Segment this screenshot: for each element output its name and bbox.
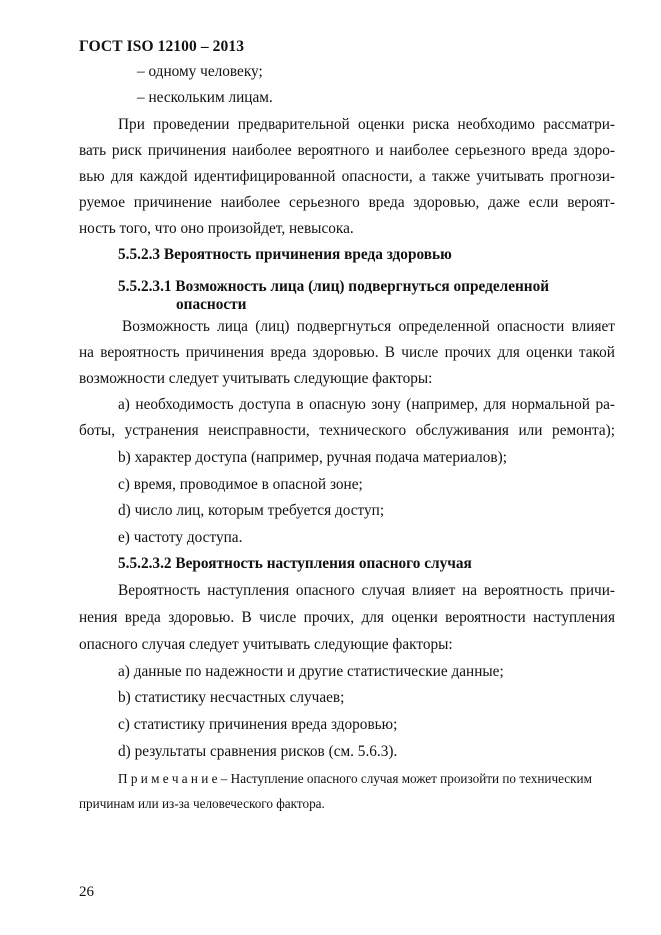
paragraph-line: возможности следует учитывать следующие факторы: — [79, 370, 433, 387]
list-item: d) результаты сравнения рисков (см. 5.6.3). — [118, 743, 398, 760]
note-line: причинам или из-за человеческого фактора. — [79, 796, 325, 811]
list-item: c) статистику причинения вреда здоровью; — [118, 716, 398, 733]
paragraph-line: ность того, что оно произойдет, невысока. — [79, 220, 354, 237]
paragraph-line: вать риск причинения наиболее вероятного и наиболее серьезного вреда здоро- — [79, 142, 615, 159]
page-number: 26 — [79, 884, 94, 900]
paragraph-line: опасного случая следует учитывать следующие факторы: — [79, 636, 453, 653]
paragraph-line: на вероятность причинения вреда здоровью. В числе прочих для оценки такой — [79, 344, 615, 361]
list-item: e) частоту доступа. — [118, 529, 243, 546]
section-heading: 5.5.2.3 Вероятность причинения вреда здоровью — [118, 246, 452, 263]
note-line: П р и м е ч а н и е – Наступление опасного случая может произойти по техническим — [118, 771, 592, 786]
paragraph-line: вью для каждой идентифицированной опасности, а также учитывать прогнози- — [79, 168, 615, 185]
list-item: a) необходимость доступа в опасную зону (например, для нормальной ра- — [118, 396, 615, 413]
list-item: c) время, проводимое в опасной зоне; — [118, 476, 363, 493]
list-item: a) данные по надежности и другие статистические данные; — [118, 663, 504, 680]
subsection-heading: 5.5.2.3.1 Возможность лица (лиц) подвергнуться определенной — [118, 278, 550, 295]
list-item: – одному человеку; — [137, 63, 263, 80]
list-item: b) характер доступа (например, ручная подача материалов); — [118, 449, 507, 466]
subsection-heading-cont: опасности — [176, 296, 247, 313]
list-item: b) статистику несчастных случаев; — [118, 689, 345, 706]
list-item: боты, устранения неисправности, технического обслуживания или ремонта); — [79, 422, 615, 439]
subsection-heading: 5.5.2.3.2 Вероятность наступления опасного случая — [118, 555, 472, 572]
paragraph-line: руемое причинение наиболее серьезного вреда здоровью, даже если вероят- — [79, 194, 615, 211]
paragraph-line: Возможность лица (лиц) подвергнуться определенной опасности влияет — [122, 318, 615, 335]
list-item: d) число лиц, которым требуется доступ; — [118, 502, 385, 519]
list-item: – нескольким лицам. — [137, 89, 273, 106]
document-header: ГОСТ ISO 12100 – 2013 — [79, 38, 245, 55]
paragraph-line: Вероятность наступления опасного случая влияет на вероятность причи- — [118, 582, 615, 599]
paragraph-line: нения вреда здоровью. В числе прочих, для оценки вероятности наступления — [79, 609, 615, 626]
paragraph-line: При проведении предварительной оценки риска необходимо рассматри- — [118, 116, 615, 133]
